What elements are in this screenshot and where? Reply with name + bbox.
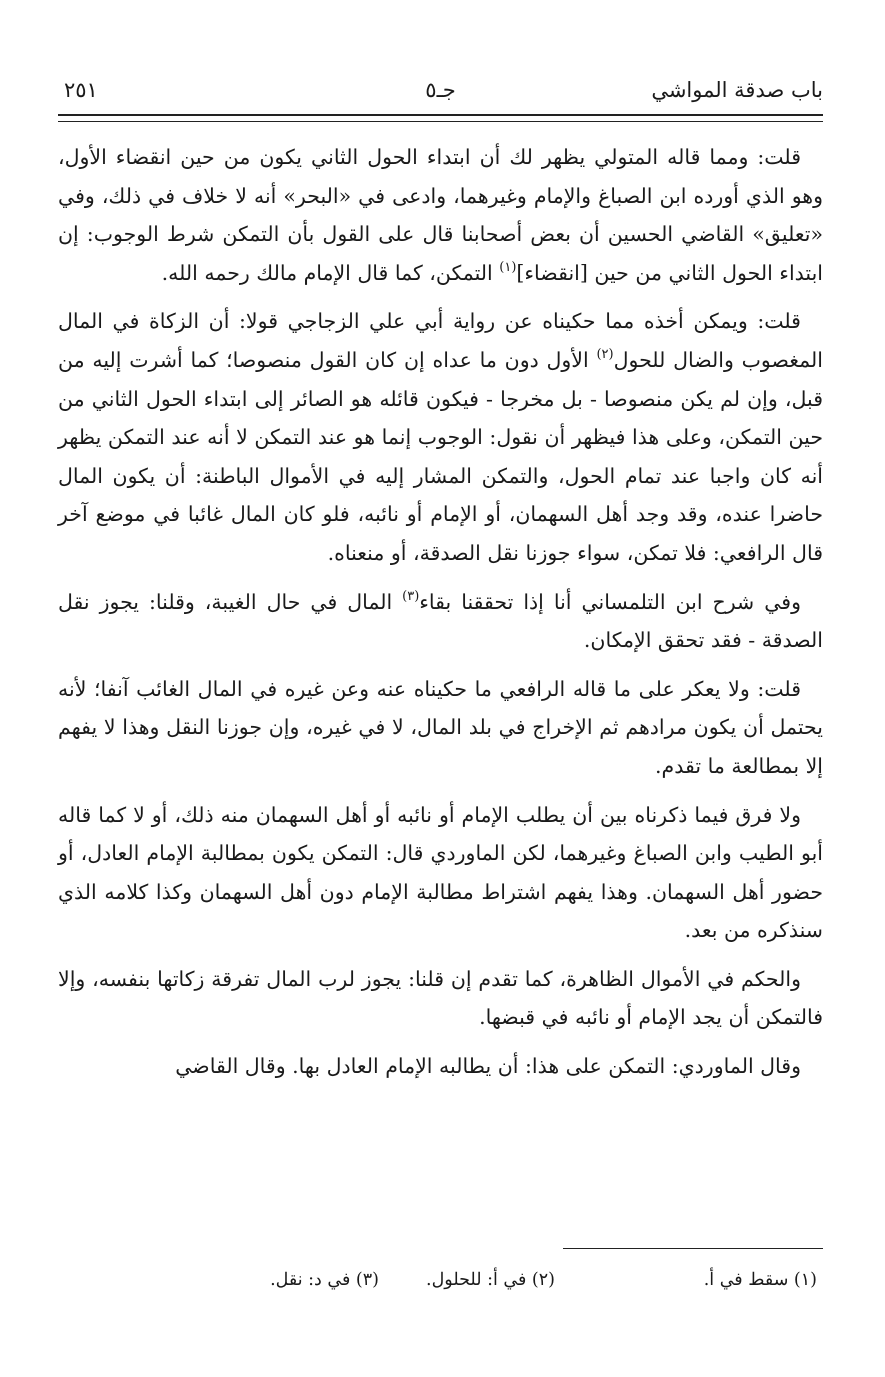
footnotes: [58, 1265, 823, 1295]
paragraph-text: الأول دون ما عداه إن كان القول منصوصا؛ كما أشرت إليه من قبل، وإن لم يكن منصوصا - بل مخرجا - فيكون قائله هو الصائر إلى ابتداء الحول الثاني من حين التمكن، وعلى هذا فيظهر أن نقول: الوجوب إنما هو عند التمكن لا أنه عند التمكن يظهر أنه كان واجبا عند تمام الحول، والتمكن المشار إليه في الأموال الباطنة: أن يكون المال حاضرا عنده، وقد وجد أهل السهمان، أو الإمام أو نائبه، فلو كان المال غائبا في موضع آخر قال الرافعي: فلا تمكن، سواء جوزنا نقل الصدقة، أو منعناه.: [58, 347, 823, 565]
paragraph-text: وفي شرح ابن التلمساني أنا إذا تحققنا بقاء: [419, 589, 801, 614]
paragraph-text: والحكم في الأموال الظاهرة، كما تقدم إن قلنا: يجوز لرب المال تفرقة زكاتها بنفسه، وإلا فالتمكن أن يجد الإمام أو نائبه في قبضها.: [58, 966, 823, 1030]
paragraph-text: قلت: ومما قاله المتولي يظهر لك أن ابتداء الحول الثاني يكون من حين انقضاء الأول، وهو الذي أورده ابن الصباغ والإمام وغيرهما، وادعى في «البحر» أنه لا خلاف في ذلك، وفي «تعليق» القاضي الحسين أن بعض أصحابنا قال على القول بأن التمكن شرط الوجوب: إن ابتداء الحول الثاني من حين [انقضاء]: [58, 145, 823, 285]
book-page: [58, 70, 823, 1330]
running-head: [58, 70, 823, 110]
footnote-ref: (٣): [402, 588, 420, 604]
paragraph-text: ولا فرق فيما ذكرناه بين أن يطلب الإمام أو نائبه أو أهل السهمان منه ذلك، أو لا كما قاله أبو الطيب وابن الصباغ وغيرهما، لكن الماوردي قال: التمكن يكون بمطالبة الإمام العادل، أو حضور أهل السهمان. وهذا يفهم اشتراط مطالبة الإمام دون أهل السهمان وكذا كلامه الذي سنذكره من بعد.: [58, 802, 823, 943]
paragraph: [58, 670, 823, 786]
paragraph: [58, 138, 823, 292]
footnote-3: (٣) في د: نقل.: [270, 1270, 379, 1290]
footnote-rule: [563, 1248, 823, 1249]
paragraph: [58, 796, 823, 950]
volume-label: جـ٥: [425, 78, 456, 102]
paragraph: [58, 302, 823, 572]
paragraph-text: وقال الماوردي: التمكن على هذا: أن يطالبه الإمام العادل بها. وقال القاضي: [175, 1054, 801, 1079]
paragraph: [58, 583, 823, 660]
footnote-ref: (٢): [596, 346, 614, 362]
paragraph-text: التمكن، كما قال الإمام مالك رحمه الله.: [161, 260, 493, 285]
paragraph-text: قلت: ويمكن أخذه مما حكيناه عن رواية أبي علي الزجاجي قولا: أن الزكاة في المال المغصوب والضال للحول: [58, 309, 823, 372]
paragraph-text: المال في حال الغيبة، وقلنا: يجوز نقل الصدقة - فقد تحقق الإمكان.: [58, 589, 823, 653]
chapter-title: باب صدقة المواشي: [651, 78, 823, 102]
paragraph: [58, 1047, 823, 1086]
footnote-1: (١) سقط في أ.: [703, 1270, 817, 1290]
page-number: ٢٥١: [64, 78, 98, 102]
footnote-ref: (١): [499, 259, 517, 275]
footnote-2: (٢) في أ: للحلول.: [426, 1270, 555, 1290]
paragraph-text: قلت: ولا يعكر على ما قاله الرافعي ما حكيناه عنه وعن غيره في المال الغائب آنفا؛ لأنه يحتمل أن يكون مرادهم ثم الإخراج في بلد المال، لا في غيره، وإن جوزنا النقل وهذا لا يفهم إلا بمطالعة ما تقدم.: [58, 676, 823, 778]
paragraph: [58, 960, 823, 1037]
body-text: [58, 138, 823, 1086]
header-rule: [58, 114, 823, 122]
